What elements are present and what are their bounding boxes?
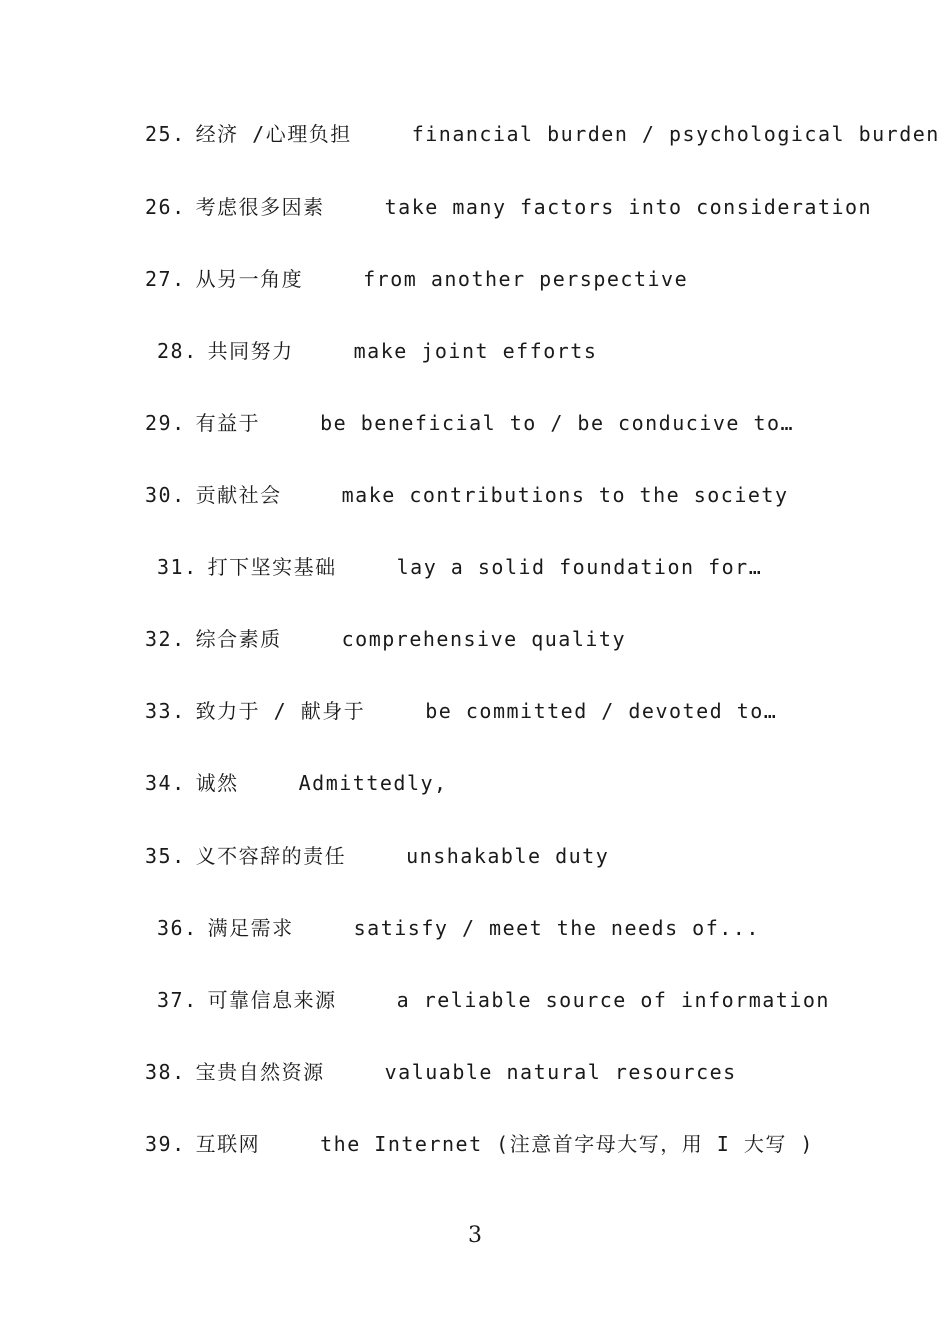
english-phrase: satisfy / meet the needs of... <box>353 916 760 940</box>
list-item <box>157 984 830 1016</box>
item-number: 35. <box>145 844 186 868</box>
list-item <box>145 263 688 295</box>
chinese-term: 共同努力 <box>207 339 294 363</box>
item-number: 37. <box>157 988 198 1012</box>
english-phrase: from another perspective <box>363 267 689 291</box>
list-item <box>145 840 609 872</box>
english-phrase: the Internet (注意首字母大写，用 I 大写 ) <box>320 1132 814 1156</box>
english-phrase: a reliable source of information <box>396 988 830 1012</box>
list-item <box>157 912 760 944</box>
item-number: 34. <box>145 771 186 795</box>
item-number: 39. <box>145 1132 186 1156</box>
chinese-term: 可靠信息来源 <box>207 988 337 1012</box>
chinese-term: 满足需求 <box>207 916 294 940</box>
item-number: 26. <box>145 195 186 219</box>
chinese-term: 经济 /心理负担 <box>195 122 352 146</box>
chinese-term: 互联网 <box>195 1132 261 1156</box>
chinese-term: 诚然 <box>195 771 239 795</box>
item-number: 31. <box>157 555 198 579</box>
list-item <box>157 551 762 583</box>
list-item <box>145 118 940 150</box>
list-item <box>145 407 794 439</box>
item-number: 36. <box>157 916 198 940</box>
item-number: 30. <box>145 483 186 507</box>
chinese-term: 致力于 / 献身于 <box>195 699 366 723</box>
english-phrase: be beneficial to / be conducive to… <box>320 411 795 435</box>
item-number: 27. <box>145 267 186 291</box>
list-item <box>157 335 597 367</box>
item-number: 25. <box>145 122 186 146</box>
english-phrase: unshakable duty <box>406 844 610 868</box>
english-phrase: make contributions to the society <box>341 483 789 507</box>
list-item <box>145 1056 737 1088</box>
english-phrase: make joint efforts <box>353 339 598 363</box>
chinese-term: 贡献社会 <box>195 483 282 507</box>
list-item <box>145 695 777 727</box>
chinese-term: 从另一角度 <box>195 267 304 291</box>
item-number: 28. <box>157 339 198 363</box>
chinese-term: 综合素质 <box>195 627 282 651</box>
chinese-term: 义不容辞的责任 <box>195 844 347 868</box>
item-number: 29. <box>145 411 186 435</box>
item-number: 32. <box>145 627 186 651</box>
chinese-term: 宝贵自然资源 <box>195 1060 325 1084</box>
list-item <box>145 191 872 223</box>
item-number: 38. <box>145 1060 186 1084</box>
list-item <box>145 1128 814 1160</box>
english-phrase: take many factors into consideration <box>384 195 873 219</box>
list-item <box>145 767 448 799</box>
english-phrase: valuable natural resources <box>384 1060 737 1084</box>
english-phrase: lay a solid foundation for… <box>396 555 763 579</box>
page-number: 3 <box>468 1223 482 1248</box>
english-phrase: Admittedly, <box>298 771 448 795</box>
chinese-term: 考虑很多因素 <box>195 195 325 219</box>
item-number: 33. <box>145 699 186 723</box>
list-item <box>145 479 788 511</box>
chinese-term: 打下坚实基础 <box>207 555 337 579</box>
chinese-term: 有益于 <box>195 411 261 435</box>
english-phrase: be committed / devoted to… <box>425 699 778 723</box>
english-phrase: comprehensive quality <box>341 627 626 651</box>
list-item <box>145 623 626 655</box>
english-phrase: financial burden / psychological burden <box>411 122 940 146</box>
